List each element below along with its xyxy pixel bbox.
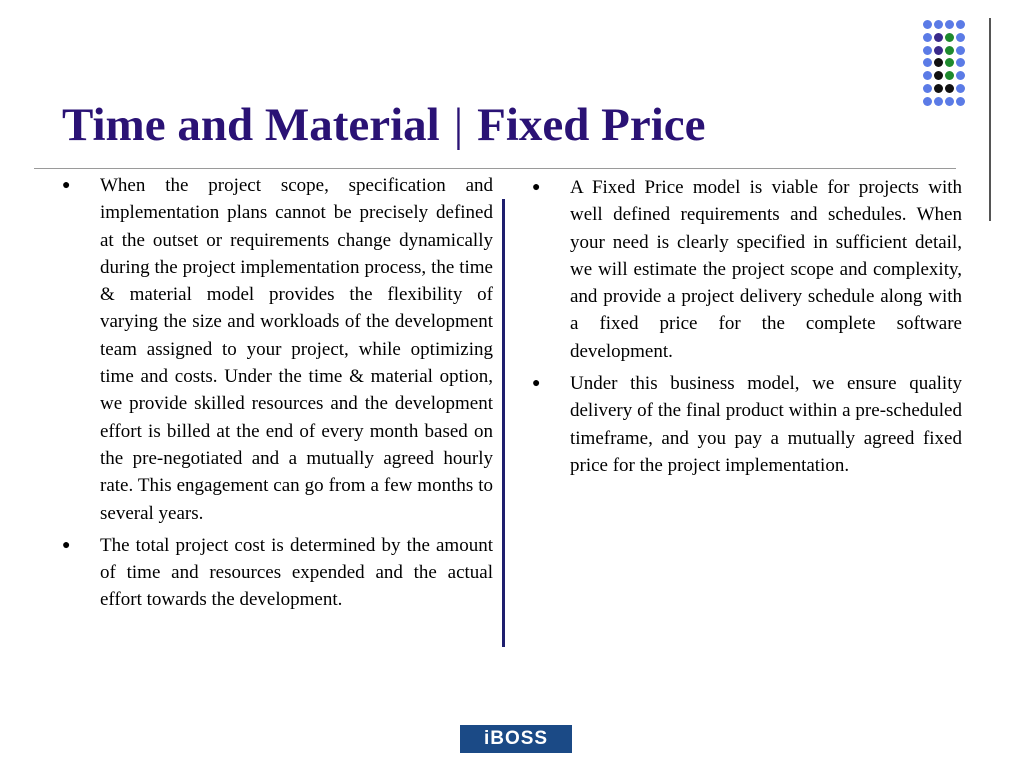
dot (956, 33, 965, 42)
dot (956, 84, 965, 93)
slide-title (62, 96, 706, 154)
dot (945, 20, 954, 29)
dot (945, 71, 954, 80)
bullet-text: A Fixed Price model is viable for projects with well defined requirements and schedules. When your need is clearly specified in sufficient detail, we will estimate the project scope and complexity, and provide a project delivery schedule along with a fixed price for the complete software development. (570, 177, 962, 362)
dot (923, 20, 932, 29)
dot (934, 97, 943, 106)
dot (923, 84, 932, 93)
bullet-text: When the project scope, specification and implementation plans cannot be precisely defined at the outset or requirements change dynamically during the project implementation process, the time & material model provides the flexibility of varying the size and workloads of the development team assigned to your project, while optimizing time and costs. Under the time & material option, we provide skilled resources and the development effort is billed at the end of every month based on the pre-negotiated and a mutually agreed hourly rate. This engagement can go from a few months to several years. (100, 175, 493, 524)
dot (956, 58, 965, 67)
dot (934, 20, 943, 29)
dot (934, 46, 943, 55)
dot (956, 20, 965, 29)
dot (956, 97, 965, 106)
dot (945, 84, 954, 93)
dot (934, 84, 943, 93)
iboss-logo: iBOSS (460, 725, 572, 753)
dot (923, 71, 932, 80)
dot (923, 97, 932, 106)
bullet-text: The total project cost is determined by the amount of time and resources expended and the actual effort towards the development. (100, 534, 493, 611)
dot (945, 97, 954, 106)
bullet-dot-icon: ● (62, 537, 71, 553)
dot (945, 33, 954, 42)
dot (934, 71, 943, 80)
time-and-material-column (60, 172, 493, 619)
list-item (60, 172, 493, 527)
bullet-dot-icon: ● (62, 178, 71, 193)
list-item (60, 532, 493, 614)
list-item (530, 174, 962, 365)
dot (934, 33, 943, 42)
title-fixed-price: Fixed Price (477, 99, 706, 151)
dot (956, 71, 965, 80)
dot-grid-icon (923, 20, 973, 106)
title-separator: | (453, 99, 464, 151)
column-divider (502, 199, 505, 647)
title-underline-rule (34, 168, 956, 169)
dot (945, 58, 954, 67)
fixed-price-column (530, 174, 962, 484)
bullet-text: Under this business model, we ensure quality delivery of the final product within a pre-scheduled timeframe, and you pay a mutually agreed fixed price for the project implementation. (570, 373, 962, 476)
dot (956, 46, 965, 55)
dot (923, 46, 932, 55)
bullet-dot-icon: ● (532, 180, 541, 195)
dot (923, 58, 932, 67)
list-item (530, 370, 962, 479)
dot (923, 33, 932, 42)
title-time-and-material: Time and Material (62, 99, 440, 151)
dot (945, 46, 954, 55)
dot (934, 58, 943, 67)
bullet-dot-icon: ● (532, 376, 541, 392)
right-edge-vertical-rule (989, 18, 991, 221)
